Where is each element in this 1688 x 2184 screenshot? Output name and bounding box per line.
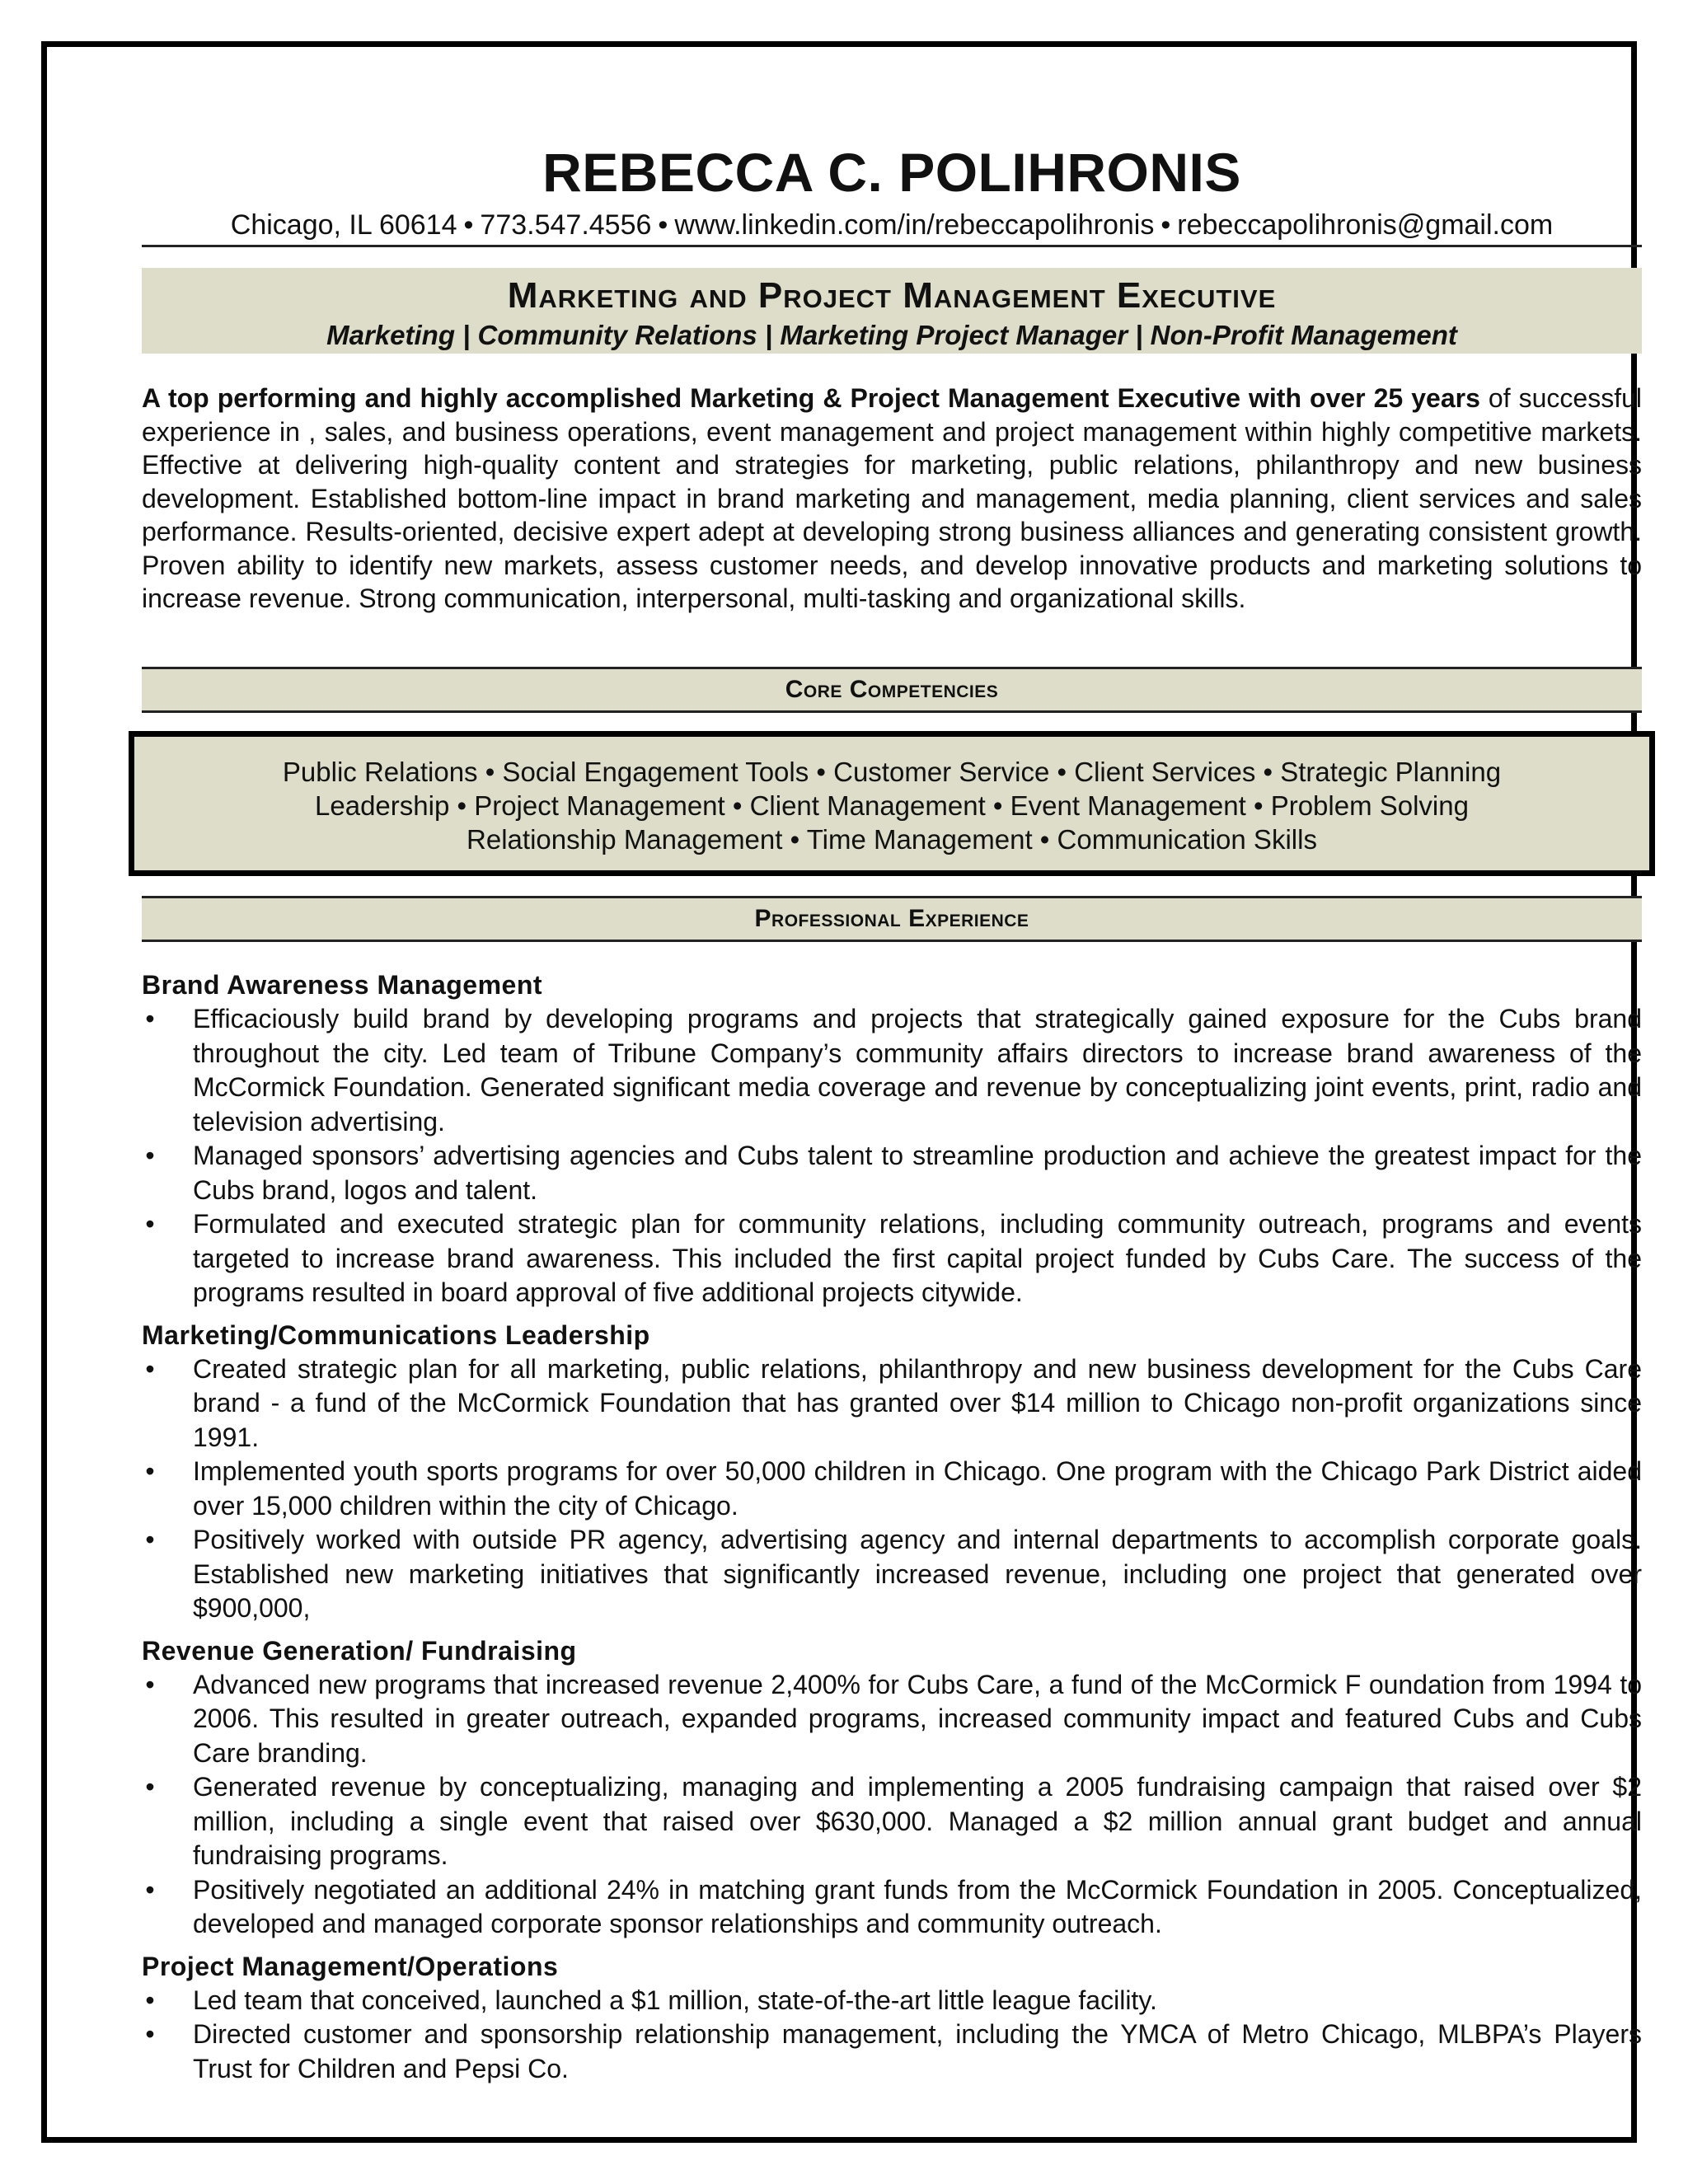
list-item-text: Formulated and executed strategic plan for community relations, including community outreach, programs and events targeted to increase brand awareness. This included the first capital project funded by Cubs Care. The success of the programs resulted in board approval of five additional projects citywide. — [193, 1209, 1642, 1307]
competencies-line: Leadership • Project Management • Client Management • Event Management • Problem Solving — [315, 790, 1469, 821]
list-item-text: Directed customer and sponsorship relationship management, including the YMCA of Metro Chicago, MLBPA’s Players Trust for Children and Pepsi Co. — [193, 2019, 1642, 2083]
experience-group-marketing-leadership — [142, 1319, 1642, 1626]
group-title: Project Management/Operations — [142, 1951, 559, 1981]
competencies-box — [129, 731, 1655, 876]
list-item-text: Positively worked with outside PR agency, advertising agency and internal departments to accomplish corporate goals. Established new marketing initiatives that significantly increased revenue, including one project that generated over $900,000, — [193, 1525, 1642, 1623]
resume-page — [41, 41, 1643, 2143]
list-item-text: Led team that conceived, launched a $1 million, state-of-the-art little league facility. — [193, 1985, 1157, 2015]
list-item-text: Positively negotiated an additional 24% in matching grant funds from the McCormick Foundation in 2005. Conceptualized, developed and managed corporate sponsor relationships and community outreach. — [193, 1874, 1642, 1938]
list-item-text: Efficaciously build brand by developing programs and projects that strategically gained exposure for the Cubs brand throughout the city. Led team of Tribune Company’s community affairs directors to increase brand awareness of the McCormick Foundation. Generated significant media coverage and revenue by conceptualizing joint events, print, radio and television advertising. — [193, 1004, 1642, 1137]
separator: • — [463, 209, 474, 241]
bullet-icon: • — [145, 1141, 155, 1170]
separator: • — [658, 209, 668, 241]
list-item — [142, 1984, 1642, 2018]
experience-section — [142, 968, 1642, 2094]
bullet-icon: • — [145, 1525, 155, 1554]
bullet-list — [142, 1984, 1642, 2087]
list-item-text: Generated revenue by conceptualizing, managing and implementing a 2005 fundraising campaign that raised over $2 million, including a single event that raised over $630,000. Managed a $2 million annual grant budget and annual fundraising programs. — [193, 1772, 1642, 1870]
group-title: Revenue Generation/ Fundraising — [142, 1635, 577, 1666]
title-band — [142, 268, 1642, 354]
bullet-list — [142, 1668, 1642, 1942]
contact-line — [142, 209, 1642, 247]
bullet-icon: • — [145, 1209, 155, 1239]
bullet-icon: • — [145, 1772, 155, 1802]
bullet-icon: • — [145, 1353, 155, 1384]
experience-group-brand-awareness — [142, 968, 1642, 1310]
list-item — [142, 1523, 1642, 1626]
bullet-icon: • — [145, 1874, 155, 1905]
list-item — [142, 1002, 1642, 1139]
list-item — [142, 1873, 1642, 1942]
list-item-text: Implemented youth sports programs for over 50,000 children in Chicago. One program with the Chicago Park District aided over 15,000 children within the city of Chicago. — [193, 1456, 1642, 1521]
bullet-icon: • — [145, 1004, 155, 1033]
summary-lead: A top performing and highly accomplished Marketing & Project Management Executive with over 25 years — [142, 383, 1480, 413]
group-title: Brand Awareness Management — [142, 970, 543, 1000]
list-item-text: Created strategic plan for all marketing, public relations, philanthropy and new business development for the Cubs Care brand - a fund of the McCormick Foundation that has granted over $14 million to Chicago non-profit organizations since 1991. — [193, 1353, 1642, 1452]
professional-title: Marketing and Project Management Executive — [507, 275, 1277, 316]
list-item — [142, 1139, 1642, 1207]
location: Chicago, IL 60614 — [230, 209, 457, 241]
separator: • — [1160, 209, 1171, 241]
experience-group-project-management — [142, 1950, 1642, 2087]
specialties-line: Marketing | Community Relations | Marketing Project Manager | Non-Profit Management — [326, 320, 1457, 350]
core-competencies-heading: Core Competencies — [142, 667, 1642, 713]
experience-group-revenue-generation — [142, 1634, 1642, 1942]
competencies-line: Public Relations • Social Engagement Tools • Customer Service • Client Services • Strategic Planning — [282, 757, 1502, 787]
bullet-list — [142, 1352, 1642, 1626]
list-item — [142, 1352, 1642, 1455]
list-item-text: Advanced new programs that increased revenue 2,400% for Cubs Care, a fund of the McCormick F oundation from 1994 to 2006. This resulted in greater outreach, expanded programs, increased community impact and featured Cubs and Cubs Care branding. — [193, 1669, 1642, 1768]
group-title: Marketing/Communications Leadership — [142, 1319, 650, 1350]
summary-paragraph — [142, 382, 1642, 616]
list-item — [142, 1668, 1642, 1771]
phone: 773.547.4556 — [480, 209, 652, 241]
competencies-line: Relationship Management • Time Management • Communication Skills — [467, 824, 1317, 855]
candidate-name: REBECCA C. POLIHRONIS — [542, 142, 1241, 203]
bullet-list — [142, 1002, 1642, 1310]
summary-body: of successful experience in , sales, and business operations, event management and project management within highly competitive markets. Effective at delivering high-quality content and strategies for marketing, public relations, philanthropy and new business development. Established bottom-line impact in brand marketing and management, media planning, client services and sales performance. Results-oriented, decisive expert adept at developing strong business alliances and generating consistent growth. Proven ability to identify new markets, assess customer needs, and develop innovative products and marketing solutions to increase revenue. Strong communication, interpersonal, multi-tasking and organizational skills. — [142, 383, 1643, 613]
list-item — [142, 1770, 1642, 1873]
list-item — [142, 1207, 1642, 1310]
linkedin-link[interactable]: www.linkedin.com/in/rebeccapolihronis — [674, 209, 1155, 241]
list-item — [142, 1455, 1642, 1523]
bullet-icon: • — [145, 1985, 155, 2015]
professional-experience-heading: Professional Experience — [142, 896, 1642, 942]
email-link[interactable]: rebeccapolihronis@gmail.com — [1177, 209, 1554, 241]
list-item — [142, 2018, 1642, 2086]
list-item-text: Managed sponsors’ advertising agencies and Cubs talent to streamline production and achieve the greatest impact for the Cubs brand, logos and talent. — [193, 1141, 1642, 1205]
bullet-icon: • — [145, 2019, 155, 2049]
bullet-icon: • — [145, 1669, 155, 1699]
bullet-icon: • — [145, 1456, 155, 1486]
